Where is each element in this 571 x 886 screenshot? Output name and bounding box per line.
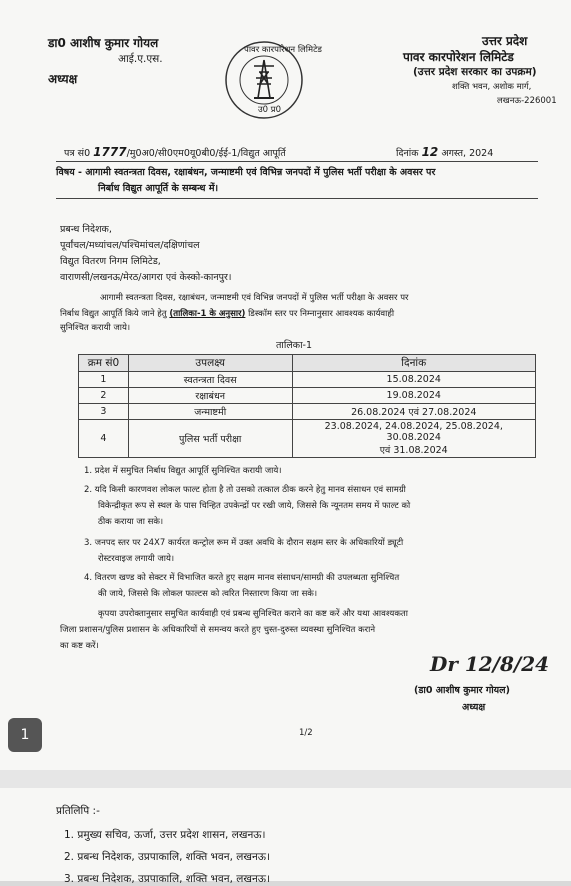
table-row xyxy=(79,404,536,420)
cell-serial: 3 xyxy=(79,404,129,420)
closing-line-1: कृपया उपरोक्तानुसार समुचित कार्यवाही एवं प्रबन्ध सुनिश्चित कराने का कष्ट करें और यथा आवश्यकता xyxy=(98,609,408,619)
table-row xyxy=(79,420,536,458)
org-sub: (उत्तर प्रदेश सरकार का उपक्रम) xyxy=(413,66,537,78)
addressee-2: पूर्वांचल/मध्यांचल/पश्चिमांचल/दक्षिणांचल xyxy=(60,240,200,251)
cell-occasion: स्वतन्त्रता दिवस xyxy=(128,372,292,388)
date-day: 12 xyxy=(421,145,439,159)
cell-date-line-2: एवं 31.08.2024 xyxy=(379,445,448,456)
subject-line-2: निर्बाध विद्युत आपूर्ति के सम्बन्ध में। xyxy=(98,183,219,194)
copy-item: 3. प्रबन्ध निदेशक, उप्रपाकालि, शक्ति भवन, लखनऊ। xyxy=(64,873,271,885)
copy-item: 1. प्रमुख्य सचिव, ऊर्जा, उत्तर प्रदेश शासन, लखनऊ। xyxy=(64,829,266,841)
org-address-1: शक्ति भवन, अशोक मार्ग, xyxy=(452,82,532,92)
subject-line-1: विषय - आगामी स्वतन्त्रता दिवस, रक्षाबंधन, जन्माष्टमी एवं विभिन्न जनपदों में पुलिस भर्ती परीक्षा के अवसर पर xyxy=(56,167,436,178)
sender-designation: अध्यक्ष xyxy=(48,72,78,86)
cell-occasion: रक्षाबंधन xyxy=(128,388,292,404)
point-2-line-3: ठीक कराया जा सके। xyxy=(98,517,164,527)
org-address-2: लखनऊ-226001 xyxy=(497,96,557,106)
cell-date xyxy=(292,420,535,458)
logo-text: पावर कारपोरेशन लिमिटेड xyxy=(244,45,322,55)
intro-part-a: निर्बाध विद्युत आपूर्ति किये जाने हेतु xyxy=(60,309,167,319)
intro-part-c: डिस्कॉम स्तर पर निम्नानुसार आवश्यक कार्यवाही xyxy=(248,309,395,319)
events-table xyxy=(78,354,536,458)
ref-path: /मु0अ0/सी0एम0यू0बी0/ईई-1/विद्युत आपूर्ति xyxy=(126,148,286,159)
point-2-line-1: 2. यदि किसी कारणवश लोकल फाल्ट होता है तो उसको तत्काल ठीक करने हेतु मानव संसाधन एवं सामग्री xyxy=(84,485,406,495)
cell-serial: 1 xyxy=(79,372,129,388)
cell-occasion: पुलिस भर्ती परीक्षा xyxy=(128,420,292,458)
date-label: दिनांक xyxy=(396,148,419,159)
addressee-1: प्रबन्ध निदेशक, xyxy=(60,224,112,235)
closing-line-2: जिला प्रशासन/पुलिस प्रशासन के अधिकारियों से समन्वय करते हुए चुस्त-दुरुस्त व्यवस्था सुनिश्चित कराने xyxy=(60,625,376,635)
intro-line-2 xyxy=(60,308,394,319)
ref-number: 1777 xyxy=(93,145,127,159)
viewer-page-badge[interactable]: 1 xyxy=(8,718,42,752)
table-header-row xyxy=(79,355,536,372)
cell-serial: 2 xyxy=(79,388,129,404)
point-1: 1. प्रदेश में समुचित निर्बाध विद्युत आपूर्ति सुनिश्चित करायी जाये। xyxy=(84,466,282,476)
table-title: तालिका-1 xyxy=(276,340,313,351)
subject-divider xyxy=(56,198,538,199)
org-state: उत्तर प्रदेश xyxy=(482,34,528,48)
page-number: 1/2 xyxy=(299,728,313,738)
header-divider xyxy=(56,161,538,162)
cell-date: 15.08.2024 xyxy=(292,372,535,388)
cell-serial: 4 xyxy=(79,420,129,458)
addressee-4: वाराणसी/लखनऊ/मेरठ/आगरा एवं केस्को-कानपुर। xyxy=(60,272,232,283)
point-4-line-1: 4. वितरण खण्ड को सेक्टर में विभाजित करते हुए सक्षम मानव संसाधन/सामग्री की उपलब्धता सुनिश्चित xyxy=(84,573,400,583)
closing-line-3: का कष्ट करें। xyxy=(60,641,99,651)
copy-item: 2. प्रबन्ध निदेशक, उप्रपाकालि, शक्ति भवन, लखनऊ। xyxy=(64,851,271,863)
col-header-occasion: उपलक्ष्य xyxy=(128,355,292,372)
sender-service: आई.ए.एस. xyxy=(118,53,163,65)
table-row xyxy=(79,388,536,404)
signature-scribble: Dr 12/8/24 xyxy=(430,652,550,676)
cell-date-line-1: 23.08.2024, 24.08.2024, 25.08.2024, 30.08.2024 xyxy=(324,421,503,443)
intro-line-1: आगामी स्वतन्त्रता दिवस, रक्षाबंधन, जन्माष्टमी एवं विभिन्न जनपदों में पुलिस भर्ती परीक्षा के अवसर पर xyxy=(100,293,409,303)
col-header-date: दिनांक xyxy=(292,355,535,372)
col-header-serial: क्रम सं0 xyxy=(79,355,129,372)
copy-heading: प्रतिलिपि :- xyxy=(56,805,100,817)
addressee-3: विद्युत वितरण निगम लिमिटेड, xyxy=(60,256,161,267)
signatory-designation: अध्यक्ष xyxy=(462,702,486,713)
cell-occasion: जन्माष्टमी xyxy=(128,404,292,420)
org-name: पावर कारपोरेशन लिमिटेड xyxy=(403,50,514,64)
logo-state: उ0 प्र0 xyxy=(258,105,282,115)
page-gap xyxy=(0,770,571,788)
table-row xyxy=(79,372,536,388)
point-3-line-1: 3. जनपद स्तर पर 24X7 कार्यरत कन्ट्रोल रूम में उक्त अवधि के दौरान सक्षम स्तर के अधिकारियों ड्यूटी xyxy=(84,538,404,548)
intro-table-ref: (तालिका-1 के अनुसार) xyxy=(169,309,246,319)
point-4-line-2: की जाये, जिससे कि लोकल फाल्टस को त्वरित निस्तारण किया जा सके। xyxy=(98,589,318,599)
cell-date: 26.08.2024 एवं 27.08.2024 xyxy=(292,404,535,420)
cell-date: 19.08.2024 xyxy=(292,388,535,404)
point-2-line-2: विकेन्द्रीकृत रूप से स्थल के पास चिन्हित उपकेन्द्रों पर रखी जाये, जिससे कि न्यूनतम समय में फाल्ट को xyxy=(98,501,411,511)
reference-line xyxy=(64,145,286,159)
intro-line-3: सुनिश्चित करायी जाये। xyxy=(60,323,131,333)
date-rest: अगस्त, 2024 xyxy=(441,148,494,159)
reference-date xyxy=(396,145,493,159)
point-3-line-2: रोस्टरवाइज लगायी जाये। xyxy=(98,554,175,564)
ref-prefix: पत्र सं0 xyxy=(64,148,91,159)
sender-name: डा0 आशीष कुमार गोयल xyxy=(48,36,159,50)
signatory-name: (डा0 आशीष कुमार गोयल) xyxy=(414,685,510,696)
